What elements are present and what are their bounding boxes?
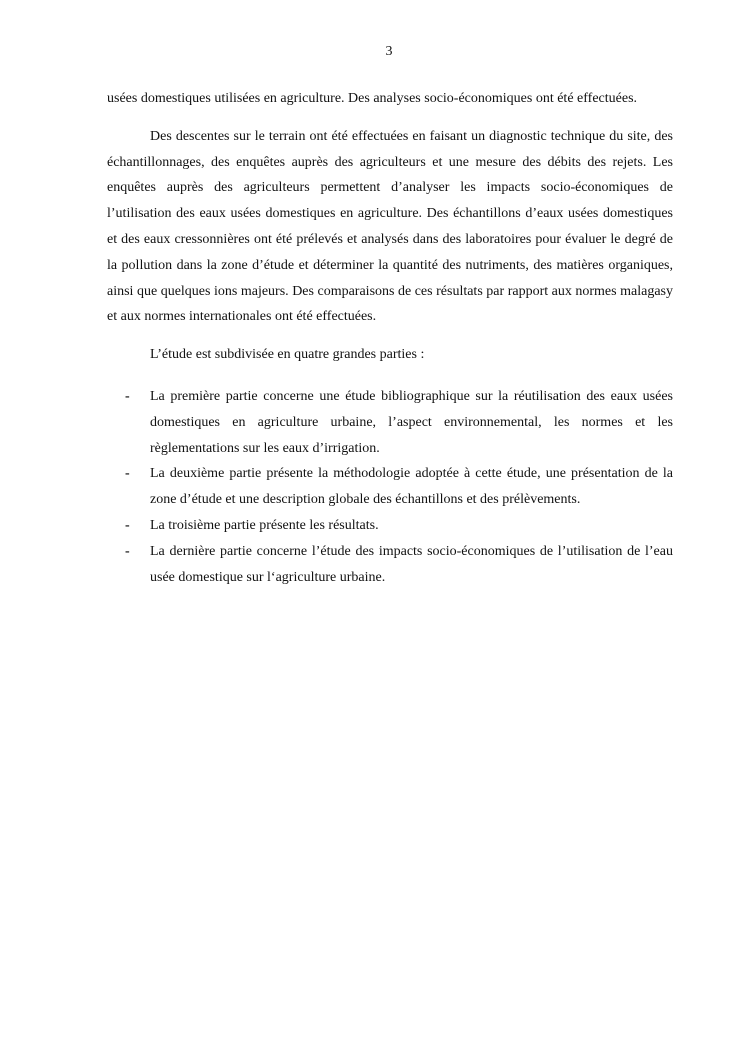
list-item-part-2 (107, 461, 673, 513)
page-body (107, 86, 673, 590)
list-item-text: La première partie concerne une étude bibliographique sur la réutilisation des eaux usées domestiques en agriculture urbaine, l’aspect environnemental, les normes et les règlementations sur les eaux d’irrigation. (150, 388, 673, 456)
paragraph-study-structure: L’étude est subdivisée en quatre grandes parties : (150, 347, 425, 363)
list-item-text: La deuxième partie présente la méthodologie adoptée à cette étude, une présentation de la zone d’étude et une description globale des échantillons et des prélèvements. (150, 466, 673, 508)
study-parts-list (107, 384, 673, 590)
dash-bullet-icon: - (125, 517, 130, 533)
list-item-text: La troisième partie présente les résultats. (150, 517, 379, 533)
dash-bullet-icon: - (125, 543, 130, 559)
dash-bullet-icon: - (125, 388, 130, 404)
paragraph-field-work: Des descentes sur le terrain ont été effectuées en faisant un diagnostic technique du site, des échantillonnages, des enquêtes auprès des agriculteurs et une mesure des débits des rejets. Les enquêtes auprès des agriculteurs permettent d’analyser les impacts socio-économiques de l’utilisation des eaux usées domestiques en agriculture. Des échantillons d’eaux usées domestiques et des eaux cressonnières ont été prélevés et analysés dans des laboratoires pour évaluer le degré de la pollution dans la zone d’étude et déterminer la quantité des nutriments, des matières organiques, ainsi que quelques ions majeurs. Des comparaisons de ces résultats par rapport aux normes malagasy et aux normes internationales ont été effectuées. (107, 128, 673, 325)
list-item-part-3 (107, 513, 673, 539)
page-number: 3 (385, 44, 393, 59)
paragraph-intro-continuation: usées domestiques utilisées en agriculture. Des analyses socio-économiques ont été effectuées. (107, 91, 638, 106)
list-item-part-4 (107, 539, 673, 591)
list-item-part-1 (107, 384, 673, 461)
dash-bullet-icon: - (125, 466, 130, 482)
list-item-text: La dernière partie concerne l’étude des impacts socio-économiques de l’utilisation de l’eau usée domestique sur l‘agriculture urbaine. (150, 543, 673, 585)
